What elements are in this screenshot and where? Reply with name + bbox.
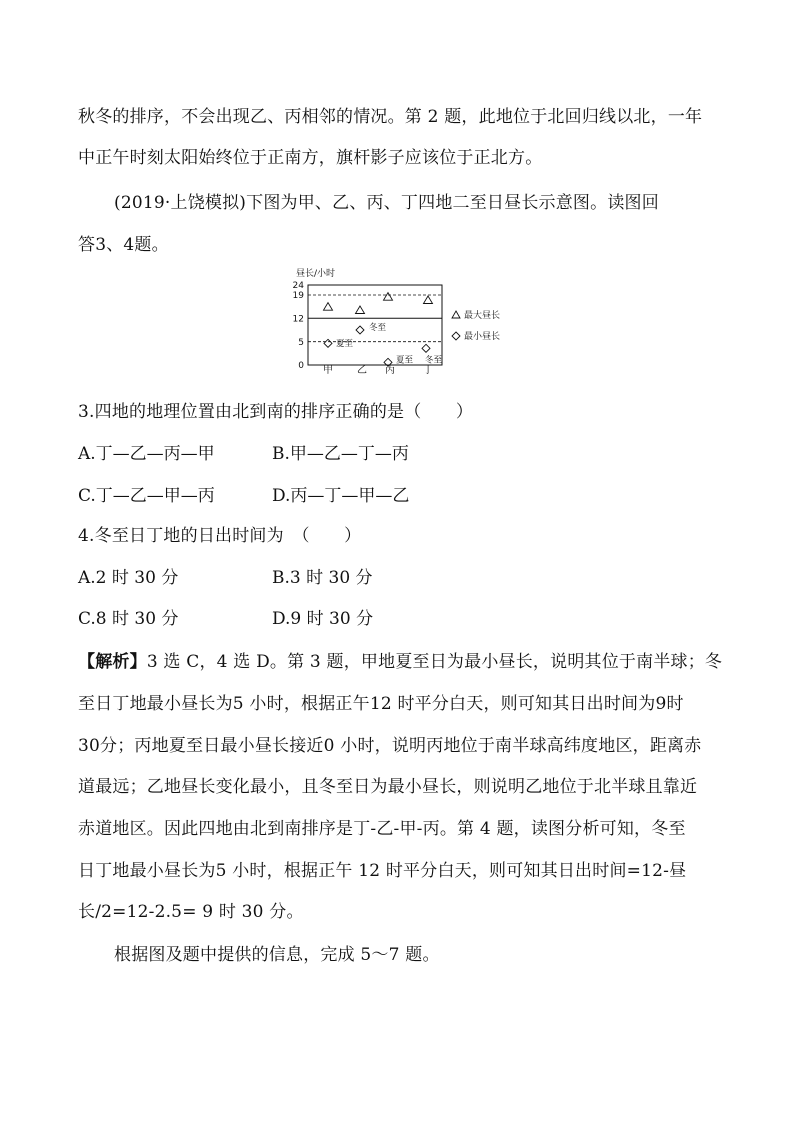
point-label-xiazhi: 夏至 <box>336 339 354 349</box>
analysis-line: 长/2=12-2.5= 9 时 30 分。 <box>78 902 304 922</box>
day-length-figure <box>280 265 520 375</box>
y-tick-label: 0 <box>298 361 304 371</box>
q4-option-d[interactable]: D.9 时 30 分 <box>272 609 374 629</box>
max-daylength-marker <box>356 306 365 314</box>
min-daylength-marker <box>356 326 364 334</box>
analysis-first-line <box>78 647 722 672</box>
question-intro: (2019·上饶模拟)下图为甲、乙、丙、丁四地二至日昼长示意图。读图回 <box>114 193 659 213</box>
legend-triangle-icon <box>452 311 460 318</box>
y-tick-label: 19 <box>292 291 304 301</box>
x-tick-label: 丙 <box>385 365 395 375</box>
min-daylength-marker <box>422 344 430 352</box>
analysis-text: 3 选 C，4 选 D。第 3 题，甲地夏至日为最小昼长，说明其位于南半球；冬 <box>146 652 723 672</box>
question-3-stem: 3.四地的地理位置由北到南的排序正确的是（ ） <box>78 402 474 422</box>
max-daylength-marker <box>384 293 393 301</box>
q3-option-c[interactable]: C.丁—乙—甲—丙 <box>78 486 215 506</box>
q4-option-c[interactable]: C.8 时 30 分 <box>78 609 179 629</box>
question-4-stem: 4.冬至日丁地的日出时间为 （ ） <box>78 526 362 546</box>
legend-max-label: 最大昼长 <box>464 311 501 321</box>
text-line: 秋冬的排序，不会出现乙、丙相邻的情况。第 2 题，此地位于北回归线以北，一年 <box>78 107 703 127</box>
min-daylength-marker <box>324 339 332 347</box>
analysis-line: 日丁地最小昼长为5 小时，根据正午 12 时平分白天，则可知其日出时间=12-昼 <box>78 861 687 881</box>
analysis-line: 至日丁地最小昼长为5 小时，根据正午12 时平分白天，则可知其日出时间为9时 <box>78 694 684 714</box>
y-tick-label: 24 <box>292 281 304 291</box>
x-tick-label: 乙 <box>357 365 367 375</box>
q3-option-a[interactable]: A.丁—乙—丙—甲 <box>78 444 215 464</box>
y-tick-label: 5 <box>298 338 304 348</box>
question-intro: 答3、4题。 <box>78 235 169 255</box>
analysis-line: 道最远；乙地昼长变化最小，且冬至日为最小昼长，则说明乙地位于北半球且靠近 <box>78 777 698 797</box>
text-line: 中正午时刻太阳始终位于正南方，旗杆影子应该位于正北方。 <box>78 148 543 168</box>
final-instruction: 根据图及题中提供的信息，完成 5～7 题。 <box>114 945 440 965</box>
max-daylength-marker <box>424 296 433 304</box>
q3-option-d[interactable]: D.丙—丁—甲—乙 <box>272 486 410 506</box>
analysis-line: 赤道地区。因此四地由北到南排序是丁-乙-甲-丙。第 4 题，读图分析可知，冬至 <box>78 819 686 839</box>
y-axis-label: 昼长/小时 <box>296 269 336 279</box>
point-label-dongzhi: 冬至 <box>369 323 387 333</box>
legend-min-label: 最小昼长 <box>464 332 501 342</box>
q4-option-b[interactable]: B.3 时 30 分 <box>272 568 373 588</box>
x-tick-label: 甲 <box>323 365 333 375</box>
point-label-xiazhi: 夏至 <box>396 355 414 366</box>
analysis-tag: 【解析】 <box>78 652 147 672</box>
q3-option-b[interactable]: B.甲—乙—丁—丙 <box>272 444 409 464</box>
legend-diamond-icon <box>452 332 460 340</box>
y-tick-label: 12 <box>292 314 304 325</box>
q4-option-a[interactable]: A.2 时 30 分 <box>78 568 179 588</box>
x-tick-label: 丁 <box>423 365 433 375</box>
point-label-dongzhi: 冬至 <box>425 355 443 366</box>
max-daylength-marker <box>324 303 333 311</box>
analysis-line: 30分；丙地夏至日最小昼长接近0 小时，说明丙地位于南半球高纬度地区，距离赤 <box>78 736 702 756</box>
